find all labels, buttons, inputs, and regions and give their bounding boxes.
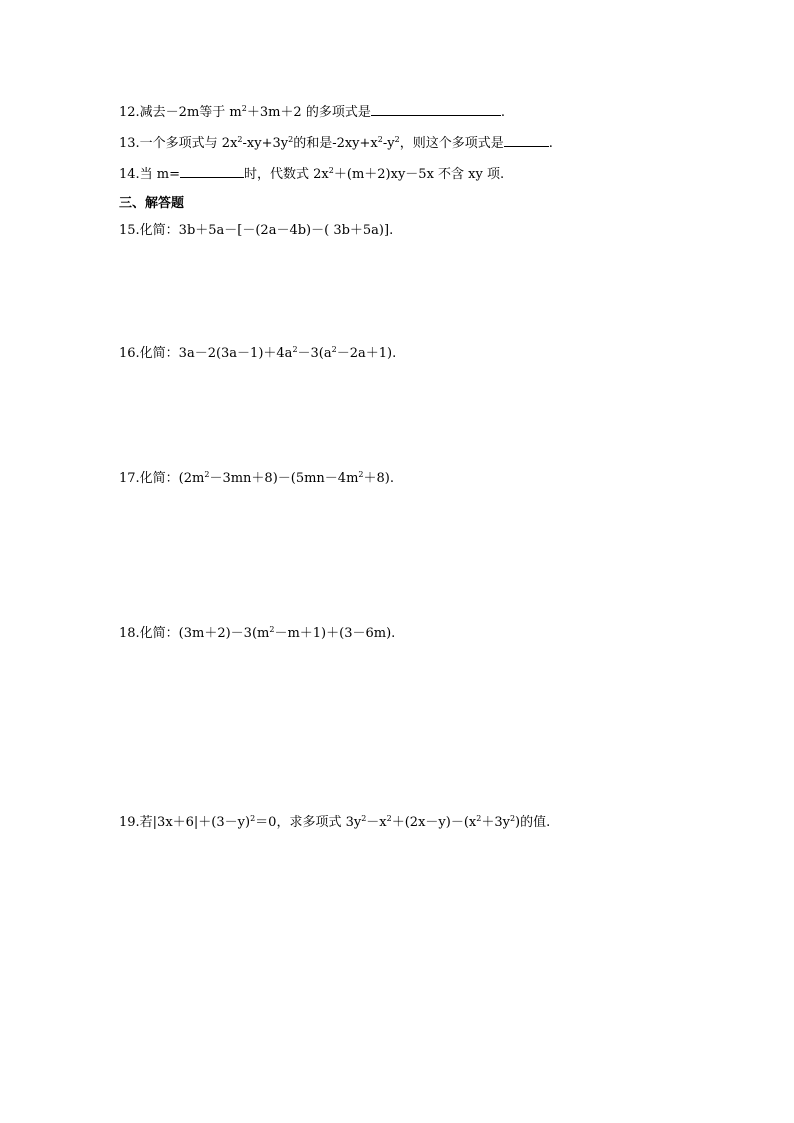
- section-title: 三、解答题: [119, 196, 185, 211]
- q19-text: ＋(2x－y)－(x: [391, 815, 477, 830]
- q14-text: 14.当 m=: [119, 167, 181, 182]
- q12-text: 12.减去－2m等于 m: [119, 105, 242, 120]
- superscript: 2: [377, 135, 383, 144]
- superscript: 2: [241, 104, 247, 113]
- q19-text: ＋3y: [481, 815, 510, 830]
- q16-text: －2a＋1).: [336, 346, 397, 361]
- superscript: 2: [204, 470, 210, 479]
- question-16: [119, 346, 396, 362]
- answer-blank[interactable]: [180, 165, 244, 178]
- question-15: [119, 223, 393, 239]
- superscript: 2: [476, 814, 482, 823]
- superscript: 2: [361, 814, 367, 823]
- question-13: [119, 134, 553, 152]
- q14-text: 时，代数式 2x: [244, 167, 329, 182]
- superscript: 2: [250, 814, 256, 823]
- superscript: 2: [292, 345, 298, 354]
- q18-text: 18.化简：(3m＋2)－3(m: [119, 626, 270, 641]
- q15-text: 15.化简：3b＋5a－[－(2a－4b)－( 3b＋5a)].: [119, 223, 394, 238]
- q19-text: )的值.: [515, 815, 551, 830]
- superscript: 2: [288, 135, 294, 144]
- q12-text: .: [500, 105, 505, 120]
- superscript: 2: [269, 625, 275, 634]
- q16-text: 16.化简：3a－2(3a－1)＋4a: [119, 346, 293, 361]
- superscript: 2: [394, 135, 400, 144]
- q17-text: －3mn＋8)－(5mn－4m: [209, 471, 359, 486]
- q19-text: ＝0，求多项式 3y: [255, 815, 362, 830]
- superscript: 2: [237, 135, 243, 144]
- q18-text: －m＋1)＋(3－6m).: [274, 626, 396, 641]
- question-12: [119, 103, 505, 121]
- q13-text: ，则这个多项式是: [399, 136, 504, 151]
- q13-text: 的和是-2xy+x: [293, 136, 378, 151]
- superscript: 2: [386, 814, 392, 823]
- answer-blank[interactable]: [371, 103, 501, 116]
- superscript: 2: [328, 166, 334, 175]
- q13-text: .: [548, 136, 553, 151]
- question-18: [119, 626, 395, 642]
- answer-blank[interactable]: [504, 134, 549, 147]
- question-17: [119, 471, 394, 487]
- superscript: 2: [358, 470, 364, 479]
- q19-text: －x: [366, 815, 387, 830]
- superscript: 2: [509, 814, 516, 823]
- q19-text: 19.若|3x＋6|＋(3－y): [119, 815, 251, 830]
- q14-text: ＋(m＋2)xy－5x 不含 xy 项.: [333, 167, 505, 182]
- q13-text: 13.一个多项式与 2x: [119, 136, 238, 151]
- q16-text: －3(a: [297, 346, 332, 361]
- q13-text: -xy+3y: [242, 136, 289, 151]
- question-14: [119, 165, 504, 183]
- q13-text: -y: [382, 136, 395, 151]
- superscript: 2: [331, 345, 337, 354]
- q17-text: 17.化简：(2m: [119, 471, 205, 486]
- q12-text: ＋3m＋2 的多项式是: [246, 105, 371, 120]
- question-19: [119, 815, 550, 831]
- q17-text: ＋8).: [363, 471, 394, 486]
